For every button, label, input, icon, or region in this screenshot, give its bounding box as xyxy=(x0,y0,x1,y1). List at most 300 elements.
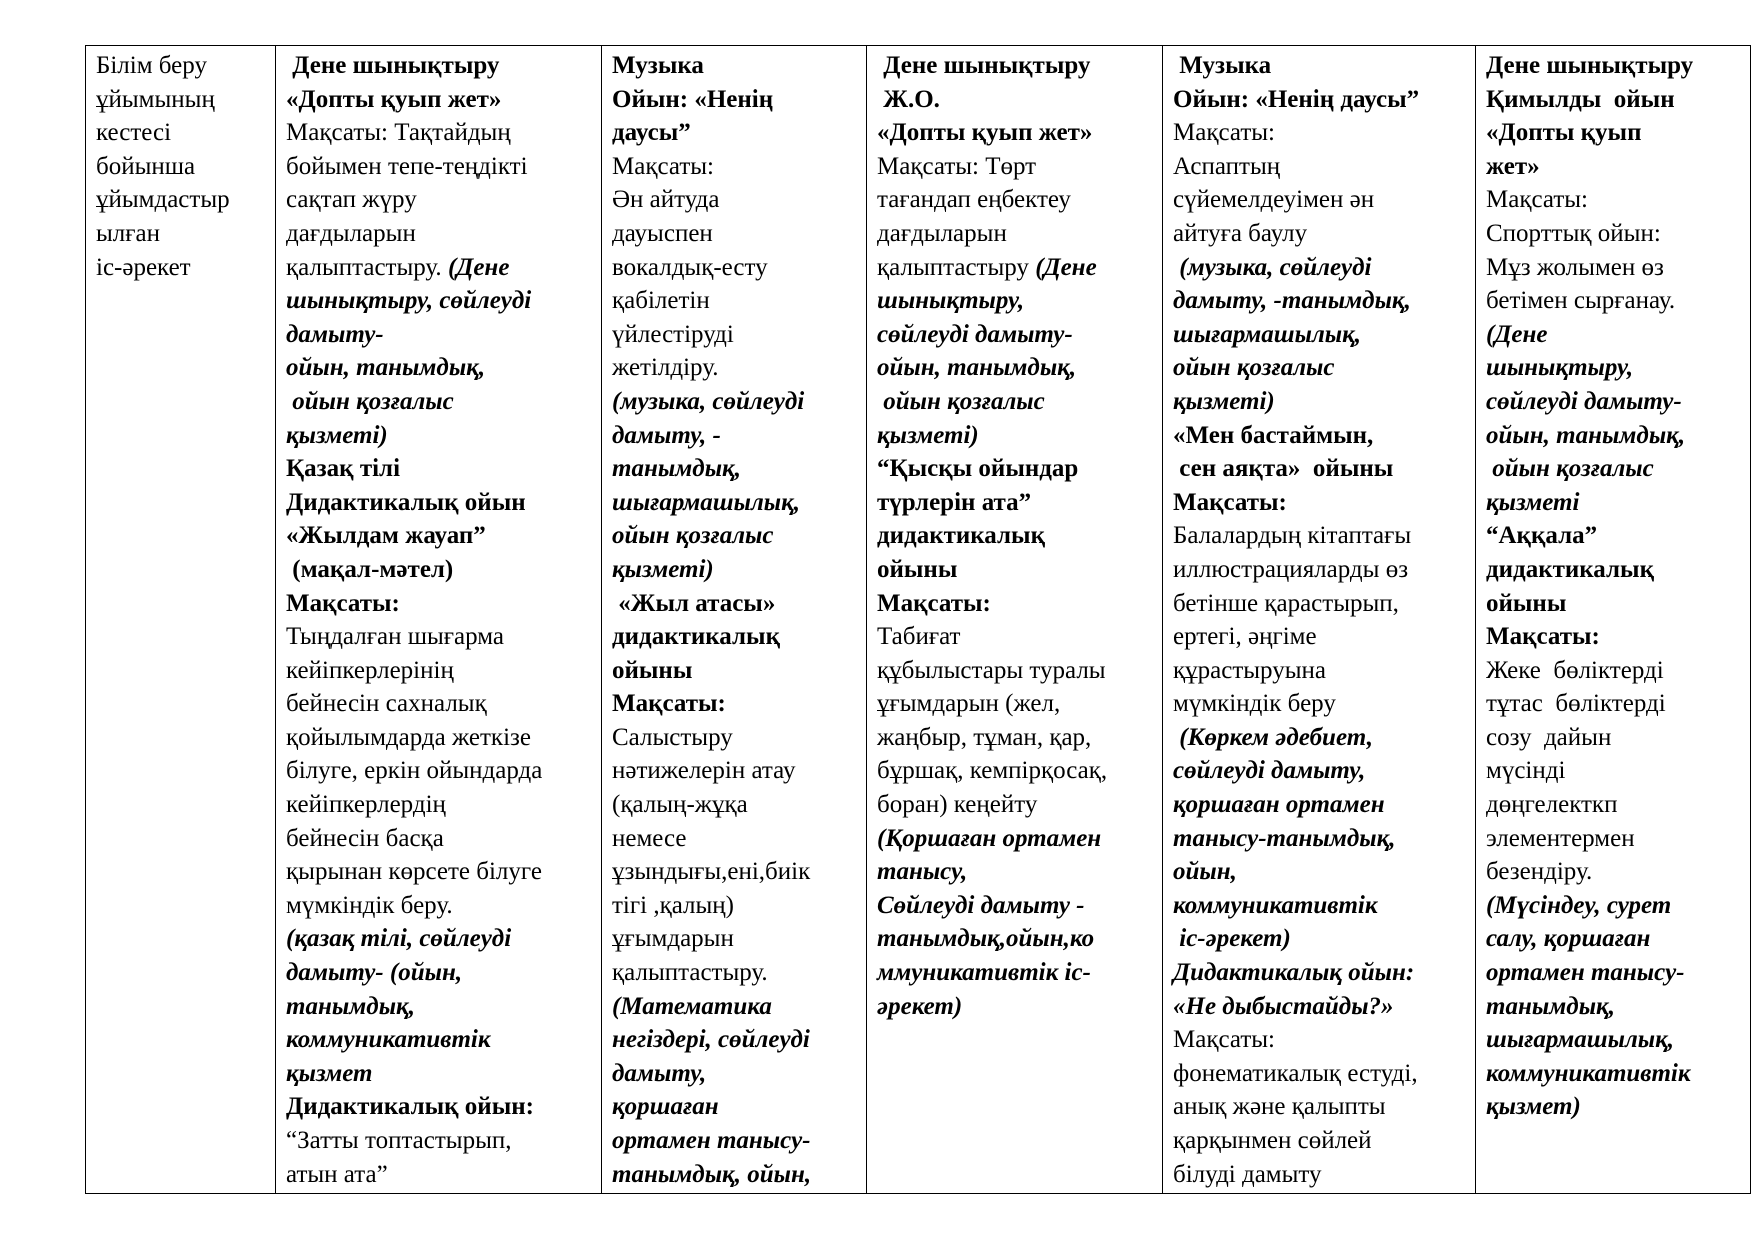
text-line xyxy=(612,956,860,990)
text-run: дидактикалық xyxy=(877,522,1045,550)
text-line xyxy=(1173,150,1469,184)
text-run: шынықтыру, xyxy=(1486,354,1634,382)
text-line xyxy=(1173,721,1469,755)
text-run: дамыту, - xyxy=(612,421,721,449)
text-run: коммуникативтік xyxy=(286,1026,491,1054)
text-line xyxy=(612,922,860,956)
text-run: безендіру. xyxy=(1486,858,1593,886)
text-line xyxy=(877,486,1156,520)
text-line xyxy=(612,519,860,553)
text-line xyxy=(1486,452,1744,486)
text-run: Мақсаты: xyxy=(1173,119,1275,147)
text-run: Ән айтуда xyxy=(612,186,720,214)
day-cell-2 xyxy=(602,46,867,1194)
text-run: Ойын: «Ненің даусы” xyxy=(1173,85,1420,113)
text-line xyxy=(612,419,860,453)
text-line xyxy=(877,150,1156,184)
text-run: тігі ,қалың) xyxy=(612,891,735,919)
text-run: мүсінді xyxy=(1486,757,1566,785)
text-run: бетінше қарастырып, xyxy=(1173,589,1399,617)
text-line xyxy=(1173,83,1469,117)
text-run: Мақсаты: xyxy=(1486,623,1600,651)
text-run: танысу, xyxy=(877,858,968,886)
text-line xyxy=(96,251,269,285)
text-run: ұйымдастыр xyxy=(96,186,230,214)
text-line xyxy=(612,116,860,150)
text-line xyxy=(286,889,595,923)
text-run: (қазақ тілі, сөйлеуді xyxy=(286,925,512,953)
text-run: Мақсаты: Төрт xyxy=(877,152,1037,180)
text-run: Қазақ тілі xyxy=(286,455,401,483)
text-run: қоршаған xyxy=(612,1093,719,1121)
text-run: бейнесін басқа xyxy=(286,824,444,852)
text-run: іс-әрекет) xyxy=(1173,925,1291,953)
text-run: Ойын: «Ненің xyxy=(612,85,774,113)
day-cell-5 xyxy=(1476,46,1751,1194)
text-run: сөйлеуді дамыту- xyxy=(877,320,1073,348)
text-run: созу дайын xyxy=(1486,723,1612,751)
text-line xyxy=(1486,956,1744,990)
text-run: немесе xyxy=(612,824,687,852)
text-run: Мақсаты: xyxy=(877,589,991,617)
text-run: салу, қоршаған xyxy=(1486,925,1651,953)
text-run: вокалдық-есту xyxy=(612,253,768,281)
text-run: “Қысқы ойындар xyxy=(877,455,1079,483)
text-line xyxy=(96,49,269,83)
text-run: дағдыларын xyxy=(877,219,1007,247)
text-run: Спорттық ойын: xyxy=(1486,219,1661,247)
text-line xyxy=(612,1090,860,1124)
text-run: дөңгелекткп xyxy=(1486,791,1618,819)
text-run: «Не дыбыстайды?» xyxy=(1173,992,1394,1020)
text-line xyxy=(877,620,1156,654)
text-line xyxy=(1486,687,1744,721)
text-line xyxy=(1486,922,1744,956)
text-line xyxy=(1173,116,1469,150)
text-run: боран) кеңейту xyxy=(877,791,1038,819)
text-run: дағдыларын xyxy=(286,219,416,247)
text-run: Қимылды ойын xyxy=(1486,85,1675,113)
text-run: (Қоршаған ортамен xyxy=(877,824,1102,852)
text-line xyxy=(286,956,595,990)
text-line xyxy=(612,183,860,217)
text-line xyxy=(286,318,595,352)
text-line xyxy=(612,620,860,654)
text-run: Дене шынықтыру xyxy=(877,52,1091,79)
text-line xyxy=(612,553,860,587)
text-run: танымдық, xyxy=(1486,992,1615,1020)
text-line xyxy=(612,687,860,721)
text-run: «Жыл атасы» xyxy=(612,589,776,617)
text-run: ойын, танымдық, xyxy=(286,354,486,382)
text-line xyxy=(1173,419,1469,453)
text-line xyxy=(612,284,860,318)
text-run: Сөйлеуді дамыту - xyxy=(877,891,1085,919)
text-run: Дидактикалық ойын: xyxy=(1173,959,1415,987)
text-line xyxy=(612,217,860,251)
text-run: (Дене xyxy=(1486,320,1548,348)
text-line xyxy=(612,1158,860,1192)
text-run: ұғымдарын xyxy=(612,925,734,953)
day-cell-4 xyxy=(1163,46,1476,1194)
text-line xyxy=(1173,49,1469,83)
text-run: іс-әрекет xyxy=(96,253,191,281)
text-line xyxy=(286,251,595,285)
text-line xyxy=(286,721,595,755)
text-run: сүйемелдеуімен ән xyxy=(1173,186,1375,214)
text-line xyxy=(612,721,860,755)
text-line xyxy=(1173,1023,1469,1057)
text-run: бұршақ, кемпірқосақ, xyxy=(877,757,1108,785)
text-line xyxy=(1486,318,1744,352)
text-line xyxy=(612,49,860,83)
text-run: жаңбыр, тұман, қар, xyxy=(877,723,1092,751)
text-run: коммуникативтік xyxy=(1173,891,1378,919)
text-run: дамыту, -танымдық, xyxy=(1173,287,1411,315)
text-line xyxy=(286,150,595,184)
text-run: әрекет) xyxy=(877,992,963,1020)
text-run: ойын, xyxy=(1173,858,1237,886)
text-run: Мақсаты: xyxy=(612,690,726,718)
text-line xyxy=(286,553,595,587)
text-run: фонематикалық естуді, xyxy=(1173,1059,1418,1087)
text-run: дауыспен xyxy=(612,219,713,247)
text-run: ойын қозғалыс xyxy=(286,387,454,415)
text-line xyxy=(1173,654,1469,688)
text-line xyxy=(877,519,1156,553)
text-run: танымдық, ойын, xyxy=(612,1160,812,1188)
text-run: бейнесін сахналық xyxy=(286,690,487,718)
text-line xyxy=(1486,150,1744,184)
text-run: Музыка xyxy=(612,52,704,79)
text-line xyxy=(1486,519,1744,553)
text-line xyxy=(286,654,595,688)
text-line xyxy=(1173,251,1469,285)
text-run: мүмкіндік беру. xyxy=(286,891,453,919)
text-run: (музыка, сөйлеуді xyxy=(612,387,805,415)
text-run: сөйлеуді дамыту, xyxy=(1173,757,1366,785)
text-line xyxy=(1486,217,1744,251)
text-run: дамыту- (ойын, xyxy=(286,959,463,987)
text-line xyxy=(612,889,860,923)
text-run: айтуға баулу xyxy=(1173,219,1308,247)
text-line xyxy=(286,486,595,520)
text-line xyxy=(286,922,595,956)
text-run: қалыптастыру xyxy=(877,253,1036,281)
text-run: бойымен тепе-теңдікті xyxy=(286,152,528,180)
text-run: ойын қозғалыс xyxy=(612,522,774,550)
text-run: Мақсаты: xyxy=(1486,186,1588,214)
text-line xyxy=(1173,889,1469,923)
text-run: қызметі xyxy=(1486,488,1580,516)
activity-plan-table xyxy=(85,45,1751,1194)
text-line xyxy=(877,251,1156,285)
text-line xyxy=(612,587,860,621)
text-line xyxy=(286,116,595,150)
text-run: шынықтыру, xyxy=(877,287,1025,315)
text-line xyxy=(612,855,860,889)
text-line xyxy=(286,1057,595,1091)
text-line xyxy=(877,822,1156,856)
text-run: Музыка xyxy=(1173,52,1272,79)
text-run: құбылыстары туралы xyxy=(877,656,1106,684)
text-run: иллюстрацияларды өз xyxy=(1173,555,1409,583)
text-line xyxy=(1486,822,1744,856)
text-run: элементермен xyxy=(1486,824,1635,852)
text-line xyxy=(1173,620,1469,654)
text-line xyxy=(1173,788,1469,822)
text-run: тағандап еңбектеу xyxy=(877,186,1071,214)
text-line xyxy=(877,284,1156,318)
text-line xyxy=(1173,553,1469,587)
text-line xyxy=(1173,452,1469,486)
text-run: «Допты қуып жет» xyxy=(286,85,502,113)
text-line xyxy=(877,452,1156,486)
text-line xyxy=(877,654,1156,688)
text-run: ұғымдарын (жел, xyxy=(877,690,1061,718)
text-run: коммуникативтік xyxy=(1486,1059,1691,1087)
text-line xyxy=(1486,754,1744,788)
text-run: шығармашылық, xyxy=(1173,320,1362,348)
text-run: ойын, танымдық, xyxy=(1486,421,1686,449)
text-line xyxy=(1486,1023,1744,1057)
text-run: қызметі) xyxy=(612,555,714,583)
text-run: сен аяқта» ойыны xyxy=(1173,455,1394,483)
text-run: атын ата” xyxy=(286,1160,388,1188)
text-run: білуді дамыту xyxy=(1173,1160,1322,1188)
text-line xyxy=(877,419,1156,453)
text-run: ортамен танысу- xyxy=(612,1127,811,1154)
text-line xyxy=(877,318,1156,352)
text-line xyxy=(286,284,595,318)
text-line xyxy=(286,1124,595,1158)
text-line xyxy=(612,251,860,285)
text-line xyxy=(612,486,860,520)
text-run: (мақал-мәтел) xyxy=(286,555,454,583)
text-run: “Аққала” xyxy=(1486,522,1598,550)
text-run: Аспаптың xyxy=(1173,152,1281,180)
text-run: (музыка, сөйлеуді xyxy=(1173,253,1372,281)
text-line xyxy=(877,788,1156,822)
text-run: қызмет) xyxy=(1486,1093,1581,1121)
text-run: ылған xyxy=(96,219,161,247)
text-line xyxy=(286,990,595,1024)
text-line xyxy=(612,1057,860,1091)
text-run: негіздері, сөйлеуді xyxy=(612,1026,810,1054)
text-line xyxy=(612,788,860,822)
text-line xyxy=(1486,788,1744,822)
text-run: «Допты қуып жет» xyxy=(877,119,1093,147)
text-line xyxy=(1173,217,1469,251)
text-line xyxy=(1173,687,1469,721)
text-run: “Затты топтастырып, xyxy=(286,1127,512,1154)
text-line xyxy=(877,990,1156,1024)
text-line xyxy=(286,183,595,217)
text-line xyxy=(1486,889,1744,923)
text-run: Мақсаты: xyxy=(1173,488,1287,516)
text-line xyxy=(1486,351,1744,385)
text-run: шығармашылық, xyxy=(1486,1026,1675,1054)
text-line xyxy=(1486,990,1744,1024)
text-run: Мақсаты: xyxy=(1173,1026,1275,1054)
text-run: ойын, танымдық, xyxy=(877,354,1077,382)
text-line xyxy=(877,217,1156,251)
text-line xyxy=(286,385,595,419)
table-row xyxy=(86,46,1751,1194)
text-line xyxy=(286,587,595,621)
text-run: шығармашылық, xyxy=(612,488,801,516)
text-line xyxy=(1486,1090,1744,1124)
text-run: Табиғат xyxy=(877,623,961,651)
text-line xyxy=(877,721,1156,755)
text-line xyxy=(286,83,595,117)
text-line xyxy=(1173,1057,1469,1091)
text-line xyxy=(1486,251,1744,285)
text-run: қарқынмен сөйлей xyxy=(1173,1127,1372,1154)
text-line xyxy=(1173,486,1469,520)
text-line xyxy=(612,150,860,184)
text-line xyxy=(1486,721,1744,755)
text-line xyxy=(1486,385,1744,419)
text-line xyxy=(612,1023,860,1057)
text-run: Жеке бөліктерді xyxy=(1486,656,1664,684)
text-line xyxy=(877,956,1156,990)
text-run: ойын қозғалыс xyxy=(1486,455,1654,483)
text-line xyxy=(286,419,595,453)
text-line xyxy=(1173,956,1469,990)
text-line xyxy=(1486,116,1744,150)
text-run: қызмет xyxy=(286,1059,373,1087)
text-run: ойыны xyxy=(877,555,958,583)
text-line xyxy=(612,351,860,385)
text-line xyxy=(877,889,1156,923)
text-line xyxy=(612,318,860,352)
text-line xyxy=(286,855,595,889)
text-run: Дене шынықтыру xyxy=(1486,52,1694,79)
text-run: ертегі, әңгіме xyxy=(1173,623,1317,651)
text-run: Мұз жолымен өз xyxy=(1486,253,1664,281)
text-line xyxy=(877,385,1156,419)
text-run: ұйымының xyxy=(96,85,215,113)
text-line xyxy=(877,855,1156,889)
text-run: дидактикалық xyxy=(612,623,780,651)
text-run: танысу-танымдық, xyxy=(1173,824,1396,852)
text-line xyxy=(286,49,595,83)
text-run: қалыптастыру. xyxy=(286,253,448,281)
text-line xyxy=(1173,990,1469,1024)
text-run: бетімен сырғанау. xyxy=(1486,287,1676,315)
text-run: кейіпкерлерінің xyxy=(286,656,454,684)
text-run: қызметі) xyxy=(286,421,388,449)
text-run: қоршаған ортамен xyxy=(1173,791,1385,819)
text-run: даусы” xyxy=(612,119,691,147)
text-line xyxy=(286,1158,595,1192)
text-run: Дидактикалық ойын: xyxy=(286,1093,534,1121)
text-run: мүмкіндік беру xyxy=(1173,690,1336,718)
row-header-cell xyxy=(86,46,276,1194)
text-run: Ж.О. xyxy=(877,85,940,113)
text-line xyxy=(286,1023,595,1057)
text-line xyxy=(612,385,860,419)
text-line xyxy=(1486,620,1744,654)
text-run: білуге, еркін ойындарда xyxy=(286,757,543,785)
text-run: «Допты қуып xyxy=(1486,119,1642,147)
text-line xyxy=(286,687,595,721)
text-run: қабілетін xyxy=(612,287,710,315)
text-line xyxy=(1173,1090,1469,1124)
text-line xyxy=(1173,318,1469,352)
text-run: кестесі xyxy=(96,119,172,147)
text-line xyxy=(1173,855,1469,889)
text-run: сөйлеуді дамыту- xyxy=(1486,387,1682,415)
text-run: «Мен бастаймын, xyxy=(1173,421,1374,449)
text-run: Салыстыру xyxy=(612,723,733,751)
text-run: кейіпкерлердің xyxy=(286,791,446,819)
text-line xyxy=(877,351,1156,385)
text-run: жетілдіру. xyxy=(612,354,719,382)
text-line xyxy=(286,822,595,856)
text-run: дидактикалық xyxy=(1486,555,1654,583)
text-line xyxy=(1173,587,1469,621)
text-line xyxy=(1486,49,1744,83)
text-line xyxy=(1486,1057,1744,1091)
text-line xyxy=(286,754,595,788)
text-line xyxy=(286,620,595,654)
text-line xyxy=(612,452,860,486)
text-run: (Мүсіндеу, сурет xyxy=(1486,891,1672,919)
text-line xyxy=(1486,486,1744,520)
text-line xyxy=(96,150,269,184)
text-run: сақтап жүру xyxy=(286,186,417,214)
text-line xyxy=(612,83,860,117)
day-cell-3 xyxy=(867,46,1163,1194)
text-run: ортамен танысу- xyxy=(1486,959,1685,987)
text-run: (Дене xyxy=(1035,253,1097,281)
text-run: ойыны xyxy=(612,656,693,684)
text-line xyxy=(1173,351,1469,385)
text-run: (Дене xyxy=(447,253,510,281)
text-run: танымдық, xyxy=(612,455,741,483)
text-run: танымдық, xyxy=(286,992,415,1020)
text-line xyxy=(96,83,269,117)
text-line xyxy=(1486,553,1744,587)
text-line xyxy=(877,922,1156,956)
text-run: «Жылдам жауап” xyxy=(286,522,486,550)
text-run: түрлерін ата” xyxy=(877,488,1032,516)
text-line xyxy=(612,822,860,856)
text-run: ойын қозғалыс xyxy=(1173,354,1335,382)
text-run: қойылымдарда жеткізе xyxy=(286,723,531,751)
text-line xyxy=(286,351,595,385)
text-line xyxy=(96,183,269,217)
text-run: Білім беру xyxy=(96,52,207,79)
text-line xyxy=(1486,855,1744,889)
day-cell-1 xyxy=(276,46,602,1194)
text-run: дамыту- xyxy=(286,320,384,348)
text-run: Мақсаты: xyxy=(286,589,400,617)
text-line xyxy=(877,754,1156,788)
text-line xyxy=(286,217,595,251)
text-run: тұтас бөліктерді xyxy=(1486,690,1666,718)
text-line xyxy=(1486,183,1744,217)
text-line xyxy=(286,519,595,553)
text-line xyxy=(96,217,269,251)
text-line xyxy=(1173,754,1469,788)
text-line xyxy=(1173,519,1469,553)
text-run: бойынша xyxy=(96,152,196,180)
text-run: қырынан көрсете білуге xyxy=(286,858,542,886)
text-line xyxy=(286,1090,595,1124)
